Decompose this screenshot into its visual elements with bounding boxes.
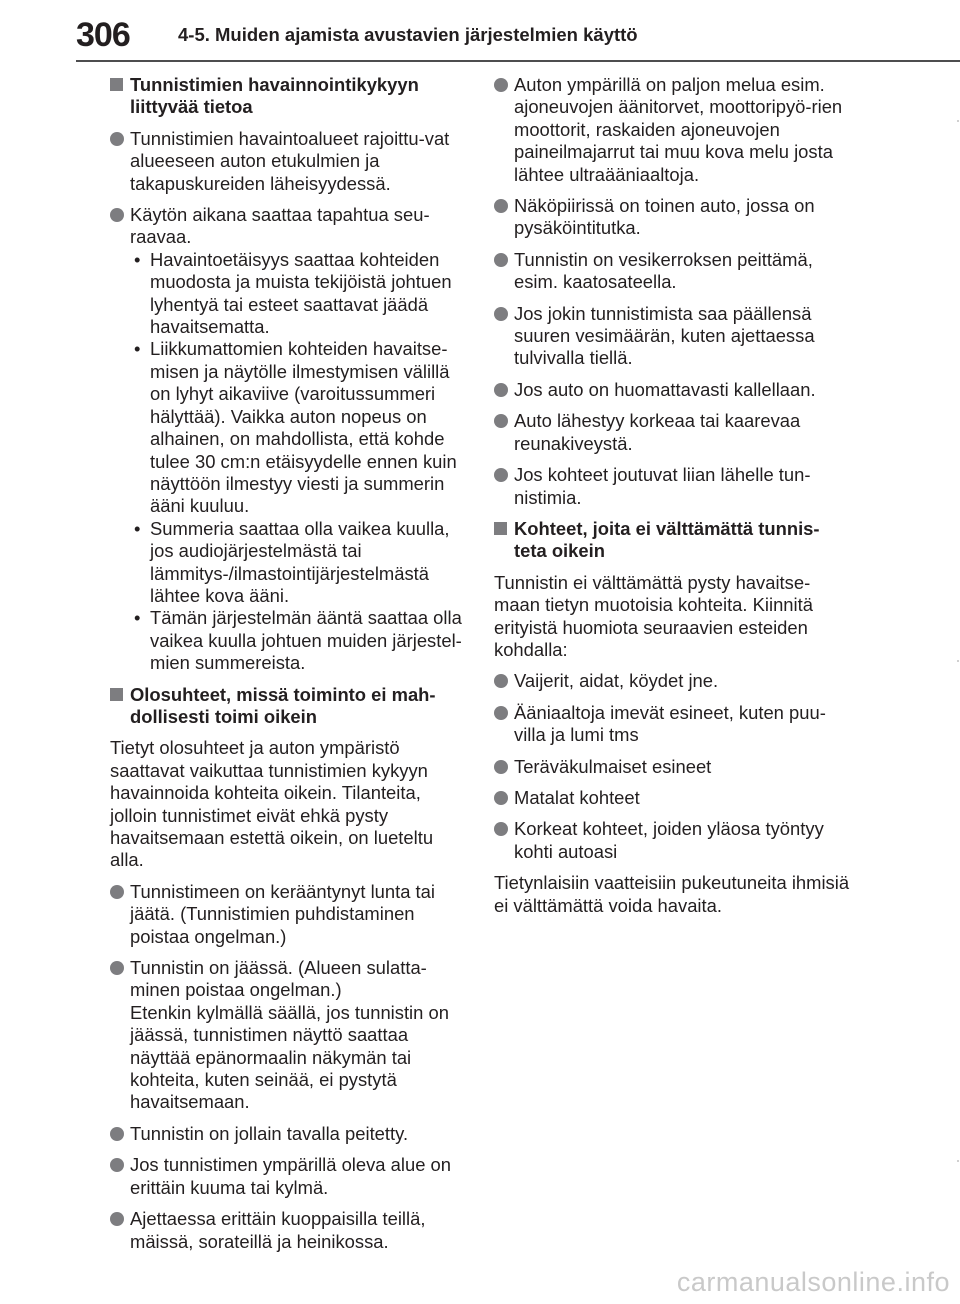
list-item: Auto lähestyy korkeaa tai kaarevaa reunakiveystä. [494,410,850,455]
heading-sensor-info: Tunnistimien havainnointikykyyn liittyvää tietoa [110,74,470,119]
circle-bullet-icon [494,383,508,397]
header-divider [76,60,960,62]
list-item: Teräväkulmaiset esineet [494,756,850,778]
page-number: 306 [76,16,130,54]
list-item: Auton ympärillä on paljon melua esim. ajoneuvojen äänitorvet, moottoripyö-rien moottorit, raskaiden ajoneuvojen paineilmajarrut tai muu kova melu josta lähtee ultraääniaaltoja. [494,74,850,186]
paragraph: Tietyt olosuhteet ja auton ympäristö saattavat vaikuttaa tunnistimien kykyyn havainnoida kohteita oikein. Tilanteita, jolloin tunnistimet eivät ehkä pysty havaitsemaan estettä oikein, on lueteltu alla. [110,737,434,871]
list-item: Jos jokin tunnistimista saa päällensä suuren vesimäärän, kuten ajettaessa tulvivalla tiellä. [494,303,850,370]
square-bullet-icon [110,688,123,701]
circle-bullet-icon [110,1127,124,1141]
list-item: Vaijerit, aidat, köydet jne. [494,670,850,692]
circle-bullet-icon [110,1158,124,1172]
sub-item: • Liikkumattomien kohteiden havaitse-misen ja näytölle ilmestymisen välillä on lyhyt aikaviive (varoitussummeri hälyttää). Vaikka auton nopeus on alhainen, on mahdollista, että kohde tulee 30 cm:n etäisyydelle ennen kuin näyttöön ilmestyy viesti ja summerin ääni kuuluu. [134,338,457,517]
list-item: Matalat kohteet [494,787,850,809]
square-bullet-icon [494,522,507,535]
circle-bullet-icon [110,885,124,899]
left-column [110,74,470,1262]
sub-item: • Summeria saattaa olla vaikea kuulla, jos audiojärjestelmästä tai lämmitys-/ilmastointijärjestelmästä lähtee kova ääni. [134,517,450,606]
list-item: Ajettaessa erittäin kuoppaisilla teillä, mäissä, sorateillä ja heinikossa. [110,1208,470,1253]
circle-bullet-icon [110,961,124,975]
circle-bullet-icon [494,674,508,688]
page-header [0,0,960,62]
circle-bullet-icon [494,822,508,836]
list-item: Ääniaaltoja imevät esineet, kuten puu-villa ja lumi tms [494,702,850,747]
list-item: Jos kohteet joutuvat liian lähelle tun-nistimia. [494,464,850,509]
list-item: Näköpiirissä on toinen auto, jossa on pysäköintitutka. [494,195,850,240]
heading-objects: Kohteet, joita ei välttämättä tunnis-teta oikein [494,518,850,563]
sub-item: • Havaintoetäisyys saattaa kohteiden muodosta ja muista tekijöistä johtuen lyhentyä tai esteet saattavat jäädä havaitsematta. [134,248,452,338]
circle-bullet-icon [494,760,508,774]
sub-item: • Tämän järjestelmän ääntä saattaa olla vaikea kuulla johtuen muiden järjestel-mien summereista. [134,607,462,674]
list-item: Tunnistimien havaintoalueet rajoittu-vat alueeseen auton etukulmien ja takapuskureiden läheisyydessä. [110,128,470,195]
watermark: carmanualsonline.info [676,1267,950,1297]
list-item: Korkeat kohteet, joiden yläosa työntyy kohti autoasi [494,818,850,863]
heading-conditions: Olosuhteet, missä toiminto ei mah-dollisesti toimi oikein [110,684,470,729]
paragraph: Tunnistin ei välttämättä pysty havaitse-maan tietyn muotoisia kohteita. Kiinnitä erityistä huomiota seuraavien esteiden kohdalla: [494,571,813,660]
circle-bullet-icon [110,208,124,222]
list-item: Käytön aikana saattaa tapahtua seu-raavaa. • Havaintoetäisyys saattaa kohteiden muodosta ja muista tekijöistä johtuen lyhentyä tai esteet saattavat jäädä havaitsematta. • Liikkumattomien kohteiden havaitse-misen ja näytölle ilmestymisen välillä on lyhyt aikaviive (varoitussummeri hälyttää). Vaikka auton nopeus on alhainen, on mahdollista, että kohde tulee 30 cm:n etäisyydelle ennen kuin näyttöön ilmestyy viesti ja summerin ääni kuuluu. • Summeria saattaa olla vaikea kuulla, jos audiojärjestelmästä tai lämmitys-/ilmastointijärjestelmästä lähtee kova ääni. • Tämän järjestelmän ääntä saattaa olla vaikea kuulla johtuen muiden järjestel-mien summereista. [110,204,470,675]
list-item: Jos auto on huomattavasti kallellaan. [494,379,850,401]
section-title: 4-5. Muiden ajamista avustavien järjestelmien käyttö [178,24,638,45]
circle-bullet-icon [494,78,508,92]
circle-bullet-icon [494,791,508,805]
edge-mark [957,120,959,122]
circle-bullet-icon [494,253,508,267]
circle-bullet-icon [110,132,124,146]
square-bullet-icon [110,78,123,91]
right-column [494,74,850,926]
circle-bullet-icon [494,706,508,720]
edge-mark [957,1160,959,1162]
list-item: Jos tunnistimen ympärillä oleva alue on erittäin kuuma tai kylmä. [110,1154,470,1199]
paragraph: Tietynlaisiin vaatteisiin pukeutuneita ihmisiä ei välttämättä voida havaita. [494,872,850,916]
circle-bullet-icon [110,1212,124,1226]
list-item: Tunnistin on vesikerroksen peittämä, esim. kaatosateella. [494,249,850,294]
circle-bullet-icon [494,468,508,482]
list-item: Tunnistin on jollain tavalla peitetty. [110,1123,470,1145]
list-item: Tunnistimeen on kerääntynyt lunta tai jäätä. (Tunnistimien puhdistaminen poistaa ongelman.) [110,881,470,948]
circle-bullet-icon [494,414,508,428]
circle-bullet-icon [494,199,508,213]
edge-mark [957,660,959,662]
list-item: Tunnistin on jäässä. (Alueen sulatta-minen poistaa ongelman.) Etenkin kylmällä säällä, jos tunnistin on jäässä, tunnistimen näyttö saattaa näyttää epänormaalin näkymän tai kohteita, kuten seinää, ei pystytä havaitsemaan. [110,957,470,1114]
circle-bullet-icon [494,307,508,321]
